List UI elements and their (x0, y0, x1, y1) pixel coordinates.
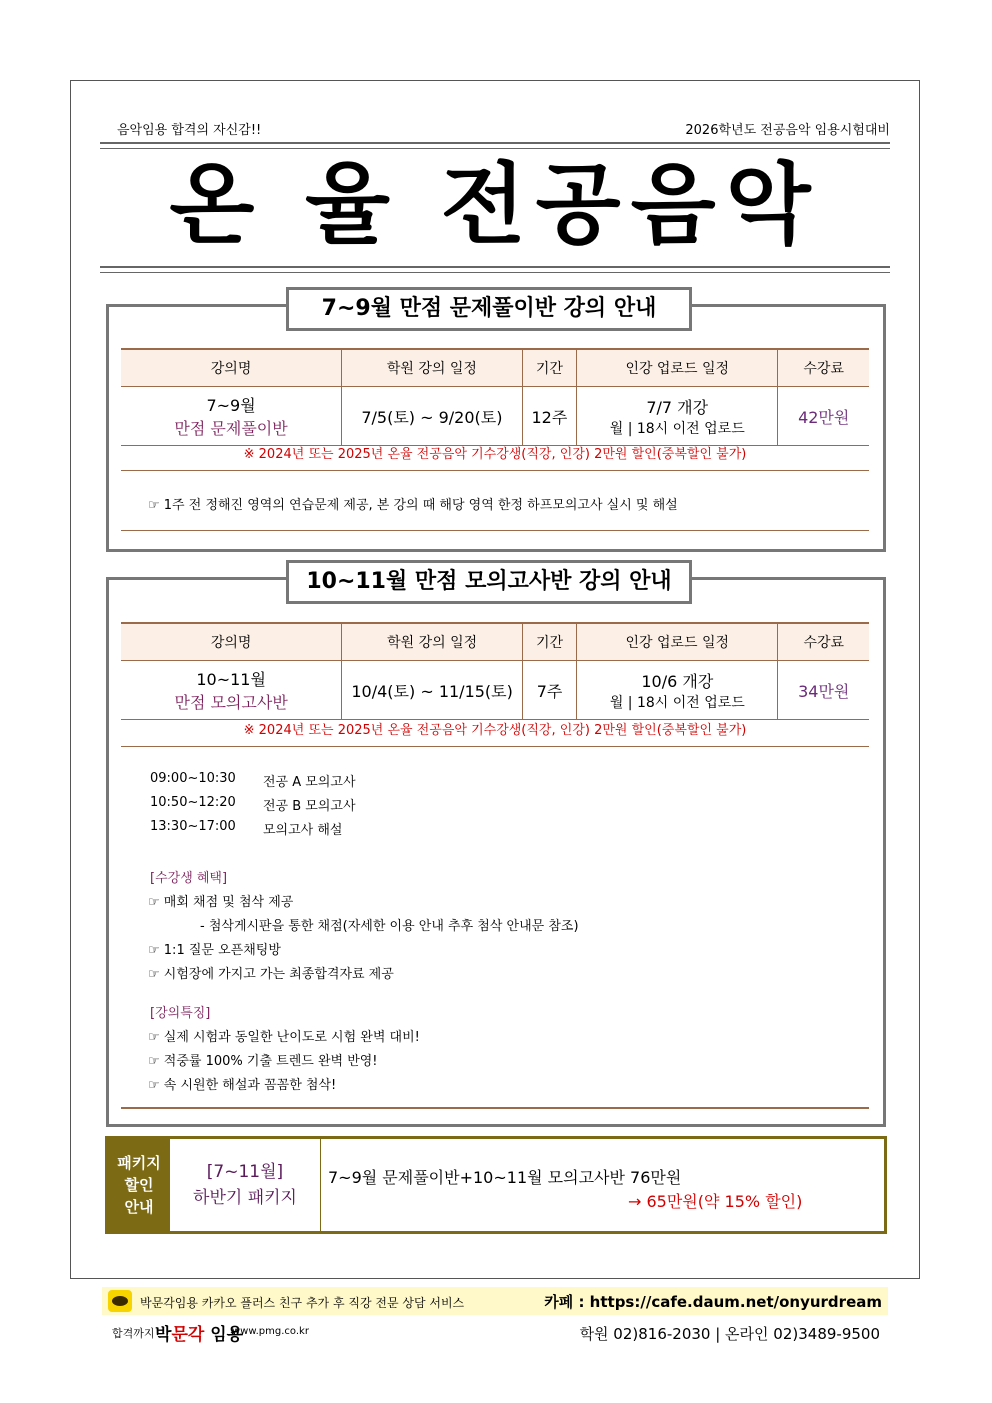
table-row (121, 661, 869, 720)
package-discount: → 65만원(약 15% 할인) (628, 1192, 803, 1211)
package-title: 하반기 패키지 (193, 1188, 297, 1208)
time-slot-item: 전공 A 모의고사 (263, 775, 356, 790)
course-title: 만점 문제풀이반 (174, 419, 288, 438)
upload-start: 10/6 개강 (641, 671, 714, 691)
table-header-row (121, 349, 869, 387)
discount-notice: ※ 2024년 또는 2025년 온율 전공음악 기수강생(직강, 인강) 2만원 할인(중복할인 불가) (121, 716, 869, 747)
table-row (121, 387, 869, 446)
package-label-line: 할인 (124, 1176, 154, 1194)
package-label-line: 패키지 (117, 1154, 161, 1172)
col-upload: 인강 업로드 일정 (577, 349, 778, 387)
course-period-label: 7~9월 (206, 396, 256, 415)
course-fee: 42만원 (778, 387, 869, 446)
divider (100, 142, 890, 149)
benefit-item: ☞ 1:1 질문 오픈채팅방 (148, 943, 281, 958)
package-box (105, 1136, 887, 1234)
section-2-table (121, 622, 869, 720)
table-header-row (121, 623, 869, 661)
package-label-line: 안내 (124, 1198, 154, 1216)
benefit-item: ☞ 시험장에 가지고 가는 최종합격자료 제공 (148, 967, 394, 982)
course-fee: 34만원 (778, 661, 869, 720)
cafe-link[interactable]: 카페 : https://cafe.daum.net/onyurdream (544, 1293, 882, 1311)
divider (100, 266, 890, 273)
benefit-item: - 첨삭게시판을 통한 채점(자세한 이용 안내 추후 첨삭 안내문 참조) (200, 919, 579, 934)
package-period: [7~11월] (206, 1162, 284, 1182)
course-period: 12주 (522, 387, 576, 446)
col-course: 강의명 (121, 623, 342, 661)
col-upload: 인강 업로드 일정 (577, 623, 778, 661)
kakao-text: 박문각임용 카카오 플러스 친구 추가 후 직강 전문 상담 서비스 (140, 1296, 465, 1310)
discount-notice: ※ 2024년 또는 2025년 온율 전공음악 기수강생(직강, 인강) 2만원 할인(중복할인 불가) (121, 440, 869, 471)
slogan: 음악임용 합격의 자신감!! (117, 123, 262, 138)
upload-time: 월 | 18시 이전 업로드 (609, 694, 745, 711)
time-slot: 09:00~10:30 (150, 771, 236, 786)
package-description: 7~9월 문제풀이반+10~11월 모의고사반 76만원 (328, 1168, 682, 1187)
section-1-title: 7~9월 만점 문제풀이반 강의 안내 (286, 287, 692, 331)
kakao-icon (108, 1290, 132, 1312)
brand-logo (155, 1320, 243, 1345)
brand-part: 박 (155, 1325, 172, 1345)
course-name (121, 661, 342, 720)
brand-part: 임용 (204, 1325, 244, 1345)
tagline: 합격까지 (112, 1327, 155, 1340)
page-title: 온 율 전공음악 (169, 153, 821, 256)
course-title: 만점 모의고사반 (174, 693, 288, 712)
course-schedule: 10/4(토) ~ 11/15(토) (342, 661, 523, 720)
col-schedule: 학원 강의 일정 (342, 623, 523, 661)
course-upload (577, 661, 778, 720)
course-period: 7주 (522, 661, 576, 720)
col-period: 기간 (522, 349, 576, 387)
feature-item: ☞ 속 시원한 해설과 꼼꼼한 첨삭! (148, 1078, 337, 1093)
exam-label: 2026학년도 전공음악 임용시험대비 (685, 123, 890, 138)
col-schedule: 학원 강의 일정 (342, 349, 523, 387)
section-1-table (121, 348, 869, 446)
course-schedule: 7/5(토) ~ 9/20(토) (342, 387, 523, 446)
course-name (121, 387, 342, 446)
package-name (170, 1139, 321, 1231)
divider (121, 1107, 869, 1109)
brand-part: 문각 (171, 1325, 205, 1345)
col-period: 기간 (522, 623, 576, 661)
section-2-title: 10~11월 만점 모의고사반 강의 안내 (286, 560, 692, 604)
benefits-heading: [수강생 혜택] (150, 871, 228, 886)
time-slot-item: 전공 B 모의고사 (263, 799, 356, 814)
benefit-item: ☞ 매회 채점 및 첨삭 제공 (148, 895, 294, 910)
course-description: ☞ 1주 전 정해진 영역의 연습문제 제공, 본 강의 때 해당 영역 한정 하프모의고사 실시 및 해설 (148, 498, 678, 513)
package-label (108, 1139, 170, 1231)
course-upload (577, 387, 778, 446)
course-period-label: 10~11월 (196, 670, 266, 689)
contact-info: 학원 02)816-2030 | 온라인 02)3489-9500 (579, 1325, 880, 1343)
divider (121, 530, 869, 531)
col-fee: 수강료 (778, 349, 869, 387)
upload-start: 7/7 개강 (646, 397, 709, 417)
features-heading: [강의특징] (150, 1006, 211, 1021)
time-slot-item: 모의고사 해설 (263, 823, 343, 838)
footer-bar (102, 1287, 888, 1315)
time-slot: 10:50~12:20 (150, 795, 236, 810)
upload-time: 월 | 18시 이전 업로드 (609, 420, 745, 437)
col-fee: 수강료 (778, 623, 869, 661)
feature-item: ☞ 실제 시험과 동일한 난이도로 시험 완벽 대비! (148, 1030, 420, 1045)
feature-item: ☞ 적중률 100% 기출 트렌드 완벽 반영! (148, 1054, 378, 1069)
time-slot: 13:30~17:00 (150, 819, 236, 834)
site-url[interactable]: www.pmg.co.kr (232, 1326, 309, 1337)
col-course: 강의명 (121, 349, 342, 387)
